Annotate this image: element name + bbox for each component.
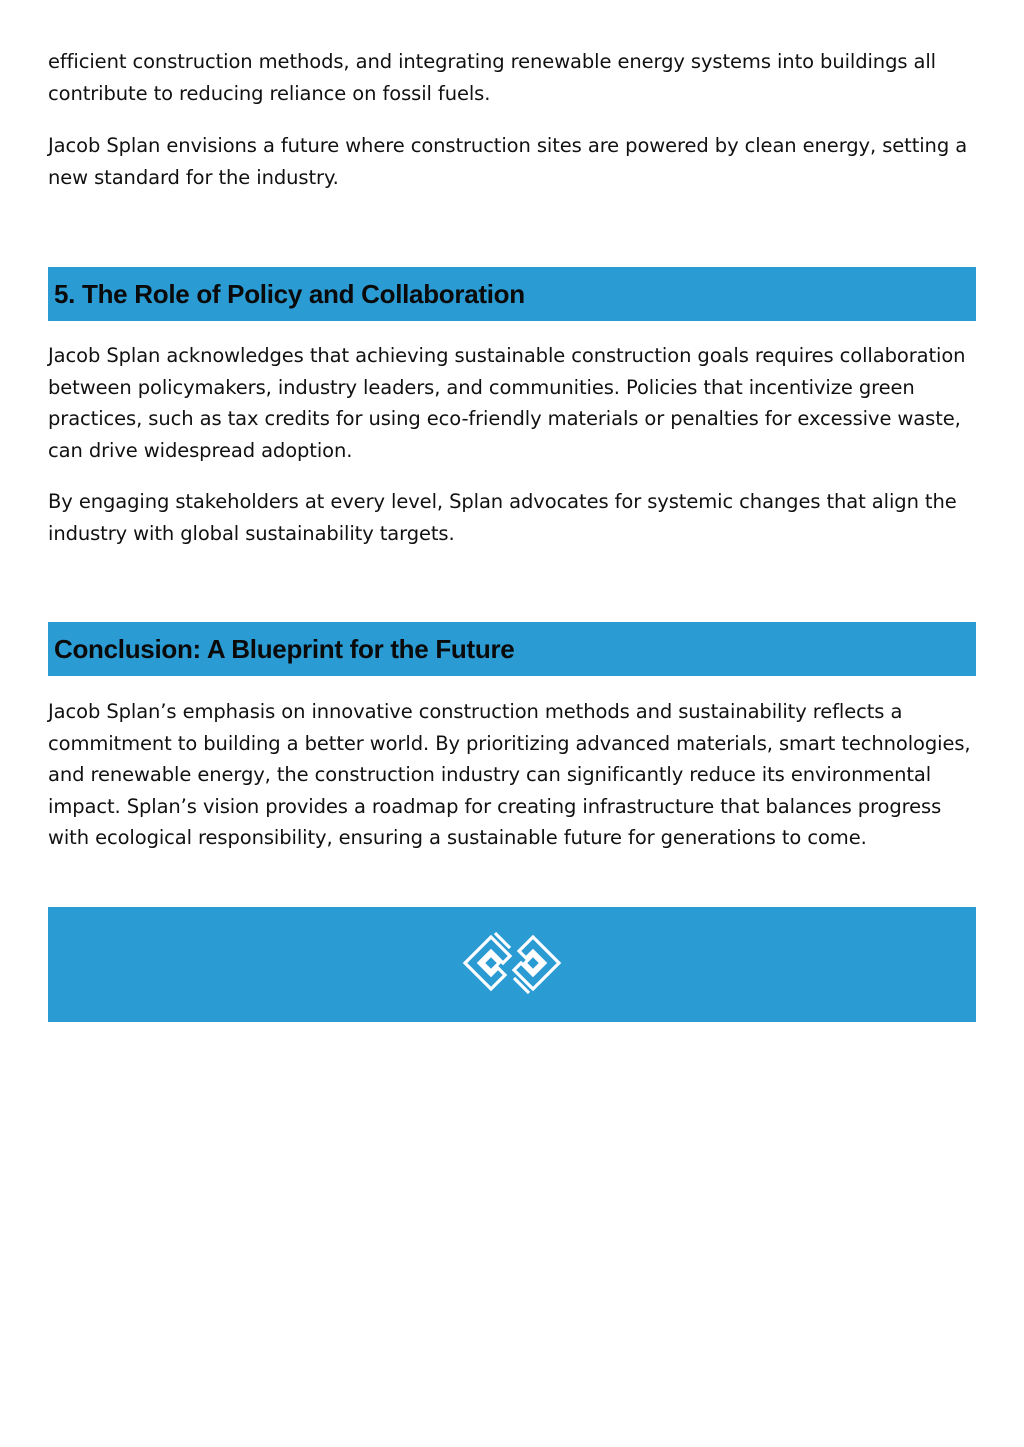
section-5-paragraph-1: Jacob Splan acknowledges that achieving sustainable construction goals requires collaboration between policymakers, industry leaders, and communities. Policies that incentivize green practices, such as tax credits for using eco-friendly materials or penalties for excessive waste, can drive widespread adoption. — [48, 344, 966, 462]
footer-banner — [48, 907, 976, 1022]
interlocking-diamond-logo-icon — [462, 926, 562, 1004]
conclusion-paragraph-1: Jacob Splan’s emphasis on innovative construction methods and sustainability reflects a commitment to building a better world. By prioritizing advanced materials, smart technologies, and renewable energy, the construction industry can significantly reduce its environmental impact. Splan’s vision provides a roadmap for creating infrastructure that balances progress with ecological responsibility, ensuring a sustainable future for generations to come. — [48, 700, 971, 849]
conclusion-header — [48, 622, 976, 676]
section-5-header — [48, 267, 976, 321]
section-5-paragraph-2: By engaging stakeholders at every level, Splan advocates for systemic changes that align the industry with global sustainability targets. — [48, 490, 957, 545]
intro-paragraph-1: efficient construction methods, and integrating renewable energy systems into buildings all contribute to reducing reliance on fossil fuels. — [48, 50, 936, 105]
intro-paragraph-2: Jacob Splan envisions a future where construction sites are powered by clean energy, setting a new standard for the industry. — [48, 134, 968, 189]
conclusion-title: Conclusion: A Blueprint for the Future — [54, 633, 515, 664]
section-5-title: 5. The Role of Policy and Collaboration — [54, 278, 525, 309]
